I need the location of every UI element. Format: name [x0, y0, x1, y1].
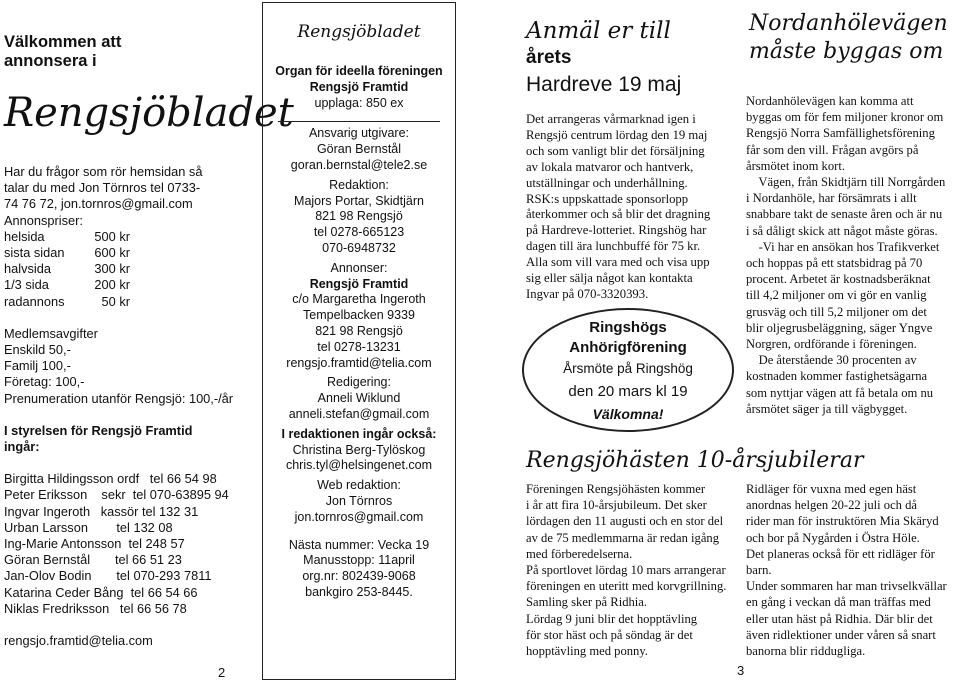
nordanhole-line: Nordanhölevägen kan komma att — [746, 94, 914, 108]
masthead-content — [264, 64, 454, 605]
nordanhole-line: -Vi har en ansökan hos Trafikverket — [746, 239, 940, 254]
spacer — [4, 455, 256, 471]
nordanhole-line: procent. Arbetet är kostnadsberäknat — [746, 272, 931, 287]
welcome-heading — [4, 33, 254, 71]
masthead-heading: Ansvarig utgivare: — [308, 126, 410, 141]
masthead-line: goran.bernstal@tele2.se — [290, 157, 428, 172]
price-row — [4, 261, 256, 277]
hardreve-title-script: Anmäl er till — [526, 18, 671, 44]
questions-line: talar du med Jon Törnros tel 0733- — [4, 180, 201, 196]
masthead-block — [264, 178, 454, 257]
page-number-left: 2 — [218, 665, 226, 680]
ringshog-line: den 20 mars kl 19 — [568, 383, 688, 400]
nordanhole-line: snabbare takt de senaste åren och är nu — [746, 207, 943, 222]
nordanhole-title — [749, 10, 948, 66]
nordanhole-line: Norgren, ordförande i föreningen. — [746, 337, 917, 352]
hasten-right-line: banorna blir riddugliga. — [746, 644, 866, 659]
page-number-right: 3 — [737, 663, 745, 678]
hardreve-line: Det arrangeras vårmarknad igen i — [526, 112, 696, 126]
hardreve-line: RSK:s uppskattade sponsorlopp — [526, 191, 689, 206]
ringshog-line: Årsmöte på Ringshög — [563, 361, 693, 376]
board-member: Ing-Marie Antonsson tel 248 57 — [4, 536, 185, 552]
masthead-line: Rengsjö Framtid — [309, 276, 409, 291]
hasten-left-line: av de 75 medlemmarna är redan igång — [526, 530, 720, 545]
board-member: Göran Bernstål tel 66 51 23 — [4, 552, 182, 568]
hardreve-line: på Hardreve-lotteriet. Ringshög har — [526, 223, 707, 238]
nordanhole-line: De återstående 30 procenten av — [746, 353, 917, 368]
hasten-left-line: för stor häst och på söndag är det — [526, 627, 693, 642]
masthead-line: Anneli Wiklund — [317, 391, 401, 406]
welcome-line: Välkommen att — [4, 33, 122, 51]
masthead-block — [264, 478, 454, 525]
masthead-heading: Web redaktion: — [317, 478, 401, 493]
price-row — [4, 277, 256, 293]
hardreve-line: Alla som vill vara med och visa upp — [526, 255, 710, 270]
masthead-line: Jon Törnros — [325, 493, 393, 508]
spacer — [4, 407, 256, 423]
hasten-right-line: anordnas helgen 20-22 juli och då — [746, 498, 918, 513]
nordanhole-line: grusväg och till 5,2 miljoner om det — [746, 304, 927, 319]
masthead-block — [264, 427, 454, 474]
masthead-line: Manusstopp: 11april — [303, 553, 415, 568]
hasten-right-line: och bor på Nygården i Östra Höle. — [746, 530, 920, 545]
nordanhole-line: blir oljegrusbeläggning, säger Yngve — [746, 320, 933, 335]
hasten-left-line: Lördag 9 juni blir det hopptävling — [526, 611, 698, 626]
membership-heading: Medlemsavgifter — [4, 325, 98, 341]
masthead-logo: Rengsjöbladet — [297, 22, 421, 42]
board-member: Urban Larsson tel 132 08 — [4, 519, 173, 535]
welcome-line: annonsera i — [4, 52, 97, 70]
masthead-line: 821 98 Rengsjö — [315, 323, 403, 338]
contact-email: rengsjo.framtid@telia.com — [4, 633, 153, 649]
hasten-right-body — [746, 481, 958, 659]
hardreve-line: Ingvar på 070-3320393. — [526, 286, 649, 301]
ringshog-line: Ringshögs — [589, 319, 667, 336]
price-label: 1/3 sida — [4, 277, 49, 293]
price-row — [4, 245, 256, 261]
hasten-right-line: Under sommaren har man trivselkvällar — [746, 579, 947, 594]
org-line: Organ för ideella föreningen — [275, 64, 443, 78]
price-value: 200 kr — [94, 277, 130, 293]
price-value: 300 kr — [94, 261, 130, 277]
masthead-heading: Redigering: — [327, 375, 391, 390]
masthead-line: Tempelbacken 9339 — [303, 308, 415, 323]
prices-heading: Annonspriser: — [4, 212, 83, 228]
price-value: 600 kr — [94, 245, 130, 261]
board-member: Jan-Olov Bodin tel 070-293 7811 — [4, 568, 212, 584]
membership-line: Familj 100,- — [4, 358, 71, 374]
hasten-left-line: På sportlovet lördag 10 mars arrangerar — [526, 563, 726, 578]
board-heading: ingår: — [4, 439, 40, 455]
hasten-left-line: i år att fira 10-årsjubileum. Det sker — [526, 498, 707, 513]
nordanhole-line: Rengsjö Norra Samfällighetsförening — [746, 126, 935, 141]
nordanhole-line: Vägen, från Skidtjärn till Norrgården — [746, 175, 946, 190]
nordanhole-line: byggas om för fem miljoner kronor om — [746, 110, 944, 125]
masthead-heading: Redaktion: — [329, 177, 389, 192]
nordanhole-title-line: Nordanhölevägen — [749, 11, 948, 36]
hasten-right-line: barn. — [746, 563, 772, 578]
masthead-line: bankgiro 253-8445. — [305, 584, 413, 599]
masthead-block — [264, 126, 454, 173]
hasten-right-line: Det planeras också för ett ridläger för — [746, 546, 935, 561]
masthead-line: Nästa nummer: Vecka 19 — [288, 537, 430, 552]
ringshog-line: Välkomna! — [592, 406, 664, 422]
membership-line: Enskild 50,- — [4, 342, 71, 358]
price-value: 500 kr — [94, 228, 130, 244]
nordanhole-line: som nyttjar vägen att få betala om nu — [746, 385, 934, 400]
spacer — [4, 310, 256, 326]
nordanhole-line: kostnaden kommer fastighetsägarna — [746, 369, 928, 384]
hasten-right-line: rider man för instruktören Mia Skäryd — [746, 514, 939, 529]
hardreve-title-main: Hardreve 19 maj — [526, 73, 682, 96]
nordanhole-line: årsmötet säger ja till vägbygget. — [746, 401, 908, 416]
hardreve-body — [526, 112, 729, 303]
price-label: radannons — [4, 293, 65, 309]
masthead-block — [264, 538, 454, 601]
ringshog-content — [524, 318, 732, 424]
logo-rengsjobladet: Rengsjöbladet — [4, 90, 294, 136]
edition: upplaga: 850 ex — [314, 95, 404, 110]
spacer — [4, 617, 256, 633]
hardreve-line: sig eller sälja något kan kontakta — [526, 271, 693, 286]
hardreve-line: av lokala matvaror och hantverk, — [526, 159, 694, 174]
questions-line: 74 76 72, jon.tornros@gmail.com — [4, 196, 193, 212]
masthead-line: Christina Berg-Tylöskog — [292, 442, 426, 457]
membership-line: Prenumeration utanför Rengsjö: 100,-/år — [4, 390, 234, 406]
board-member: Ingvar Ingeroth kassör tel 132 31 — [4, 503, 199, 519]
board-member: Niklas Fredriksson tel 66 56 78 — [4, 600, 187, 616]
masthead-line: 821 98 Rengsjö — [315, 209, 403, 224]
board-member: Katarina Ceder Bång tel 66 54 66 — [4, 584, 198, 600]
hasten-left-line: hopptävling med ponny. — [526, 644, 648, 659]
org-line: Rengsjö Framtid — [309, 79, 409, 94]
hasten-left-body — [526, 481, 736, 659]
masthead-block — [264, 375, 454, 422]
left-info — [4, 164, 256, 649]
nordanhole-line: får som den vill. Frågan avgörs på — [746, 142, 919, 157]
masthead-heading: I redaktionen ingår också: — [281, 426, 437, 441]
nordanhole-line: årsmötet inom kort. — [746, 158, 845, 173]
hardreve-line: dagen till ära lunchbuffé för 75 kr. — [526, 239, 701, 254]
hasten-left-line: Föreningen Rengsjöhästen kommer — [526, 482, 706, 496]
masthead-line: Majors Portar, Skidtjärn — [294, 193, 424, 208]
hasten-right-line: en gång i veckan då man träffas med — [746, 595, 931, 610]
masthead-line: tel 0278-13231 — [317, 339, 401, 354]
hardreve-line: utställningar och underhållning. — [526, 175, 688, 190]
masthead-line: rengsjo.framtid@telia.com — [286, 355, 432, 370]
hardreve-title-bold: årets — [526, 47, 572, 68]
board-heading: I styrelsen för Rengsjö Framtid — [4, 422, 193, 438]
masthead-line: 070-6948732 — [322, 240, 396, 255]
nordanhole-line: i så dåligt skick att något måste göras. — [746, 223, 938, 238]
hasten-left-line: lördagen den 11 augusti och en stor del — [526, 514, 724, 529]
masthead-line: jon.tornros@gmail.com — [294, 509, 424, 524]
divider — [278, 121, 440, 122]
left-column — [4, 33, 254, 71]
hasten-right-line: även ridlektioner under våren så snart — [746, 627, 936, 642]
price-value: 50 kr — [101, 293, 130, 309]
hasten-left-line: föreningen en uteritt med korvgrillning. — [526, 579, 727, 594]
ringshog-line: Anhörigförening — [569, 339, 687, 356]
masthead-line: chris.tyl@helsingenet.com — [285, 458, 433, 473]
hasten-title: Rengsjöhästen 10-årsjubilerar — [526, 448, 864, 473]
nordanhole-line: i Nordanhöle, har försämrats i allt — [746, 191, 917, 206]
price-row — [4, 294, 256, 310]
board-member: Peter Eriksson sekr tel 070-63895 94 — [4, 487, 229, 503]
hasten-right-line: Ridläger för vuxna med egen häst — [746, 482, 917, 496]
hardreve-line: och som vanligt blir det försäljning — [526, 143, 705, 158]
price-label: halvsida — [4, 261, 51, 277]
questions-line: Har du frågor som rör hemsidan så — [4, 164, 203, 179]
hasten-right-line: eller utan häst på Ridhia. Där blir det — [746, 611, 933, 626]
price-label: sista sidan — [4, 245, 65, 261]
hasten-left-line: Samling sker på Ridhia. — [526, 595, 648, 610]
nordanhole-line: till 4,2 miljoner om vi gör en vanlig — [746, 288, 927, 303]
hasten-left-line: med förberedelserna. — [526, 546, 633, 561]
board-member: Birgitta Hildingsson ordf tel 66 54 98 — [4, 471, 217, 487]
masthead-line: org.nr: 802439-9068 — [302, 569, 416, 584]
masthead-line: tel 0278-665123 — [313, 225, 405, 240]
membership-line: Företag: 100,- — [4, 374, 85, 390]
nordanhole-line: och hoppas på ett statsbidrag på 70 — [746, 256, 923, 271]
masthead-line: anneli.stefan@gmail.com — [288, 406, 430, 421]
masthead-heading: Annonser: — [330, 260, 388, 275]
price-label: helsida — [4, 228, 45, 244]
nordanhole-title-line: måste byggas om — [749, 39, 944, 64]
hardreve-line: Rengsjö centrum lördag den 19 maj — [526, 127, 708, 142]
masthead-block — [264, 261, 454, 372]
nordanhole-body — [746, 93, 955, 417]
masthead-line: Göran Bernstål — [316, 142, 402, 157]
masthead-line: c/o Margaretha Ingeroth — [292, 292, 426, 307]
price-row — [4, 229, 256, 245]
hardreve-line: återkommer och så blir det dragning — [526, 207, 711, 222]
